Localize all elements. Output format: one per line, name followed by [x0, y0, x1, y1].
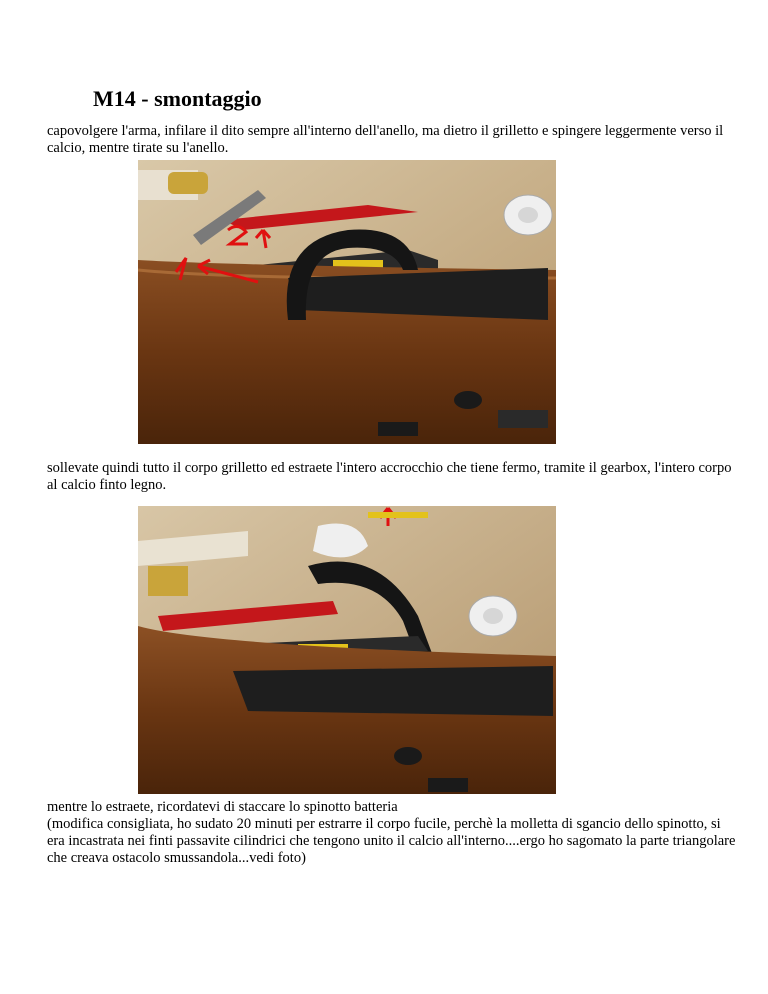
page-title: M14 - smontaggio	[93, 86, 262, 111]
paragraph-2: sollevate quindi tutto il corpo grilletto ed estraete l'intero accrocchio che tiene fermo, tramite il gearbox, l'intero corpo al calcio finto legno.	[47, 460, 732, 493]
photo-2	[138, 506, 556, 794]
paragraph-3: mentre lo estraete, ricordatevi di staccare lo spinotto batteria (modifica consigliata, ho sudato 20 minuti per estrarre il corpo fucile, perchè la molletta di sgancio dello spinotto, si era incastrata nei finti passavite cilindrici che tengono unito il calcio all'interno....ergo ho sagomato la parte triangolare che creava ostacolo smussandola...vedi foto)	[47, 799, 736, 866]
photo-1	[138, 160, 556, 444]
paragraph-1: capovolgere l'arma, infilare il dito sempre all'interno dell'anello, ma dietro il grilletto e spingere leggermente verso il calcio, mentre tirate su l'anello.	[47, 123, 724, 156]
